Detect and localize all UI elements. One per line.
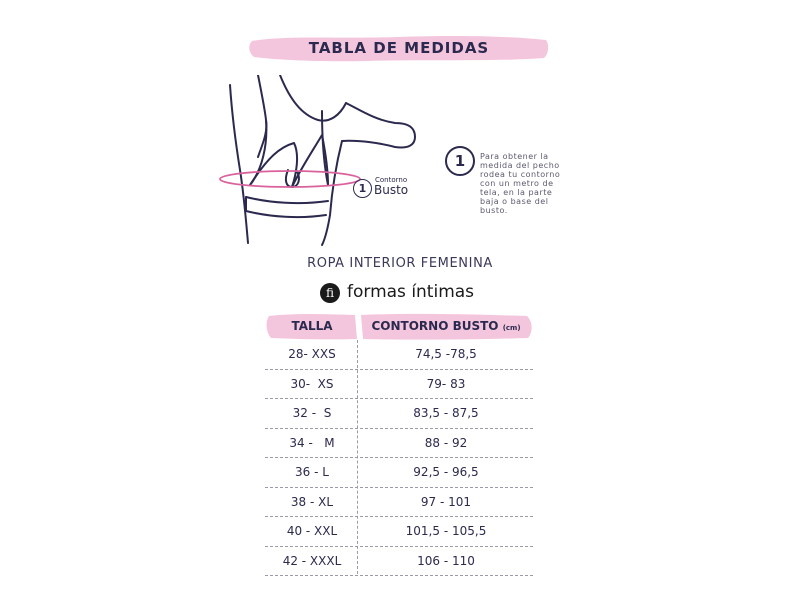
table-row (265, 370, 533, 400)
product-category-subtitle: ROPA INTERIOR FEMENINA (307, 256, 493, 271)
column-header-contorno (359, 312, 533, 340)
column-header-talla: TALLA (291, 319, 333, 333)
contorno-cell: 106 - 110 (417, 553, 475, 568)
table-row (265, 429, 533, 459)
table-row (265, 488, 533, 518)
talla-cell: 36 - L (295, 465, 329, 479)
contorno-cell: 101,5 - 105,5 (405, 524, 487, 538)
table-row (265, 547, 533, 577)
contorno-cell: 79- 83 (426, 376, 466, 391)
title-banner (248, 33, 550, 63)
table-row (265, 399, 533, 429)
contorno-cell: 74,5 -78,5 (415, 347, 477, 361)
table-body (265, 340, 533, 576)
contorno-cell: 97 - 101 (420, 494, 472, 509)
contorno-small-text: Contorno (375, 176, 408, 184)
table-column-divider (357, 340, 358, 574)
talla-cell: 32 - S (292, 406, 332, 420)
talla-cell: 30- XS (290, 376, 334, 391)
instruction-number-badge: 1 (445, 146, 475, 176)
brand-name: formas íntimas (347, 282, 475, 302)
page-title: TABLA DE MEDIDAS (308, 39, 490, 57)
table-row (265, 517, 533, 547)
table-header (265, 312, 533, 340)
contorno-cell: 88 - 92 (424, 435, 468, 450)
talla-cell: 28- XXS (288, 347, 336, 361)
bust-illustration (210, 75, 430, 250)
talla-cell: 38 - XL (290, 494, 334, 509)
talla-cell: 40 - XXL (286, 524, 338, 538)
brand-logo-icon: fi (320, 283, 340, 303)
talla-cell: 42 - XXXL (282, 553, 342, 568)
contorno-cell: 83,5 - 87,5 (413, 406, 479, 420)
contorno-big-text: Busto (374, 183, 409, 197)
table-row (265, 340, 533, 370)
column-header-contorno-text: CONTORNO BUSTO (371, 319, 499, 333)
instruction-text: Para obtener la medida del pecho rodea tu contorno con un metro de tela, en la parte baja o base del busto. (480, 152, 561, 215)
table-row (265, 458, 533, 488)
column-header-unit: (cm) (502, 324, 521, 332)
talla-cell: 34 - M (289, 435, 335, 450)
size-table (265, 312, 533, 576)
contorno-number-badge: 1 (353, 179, 372, 198)
contorno-cell: 92,5 - 96,5 (413, 465, 479, 479)
